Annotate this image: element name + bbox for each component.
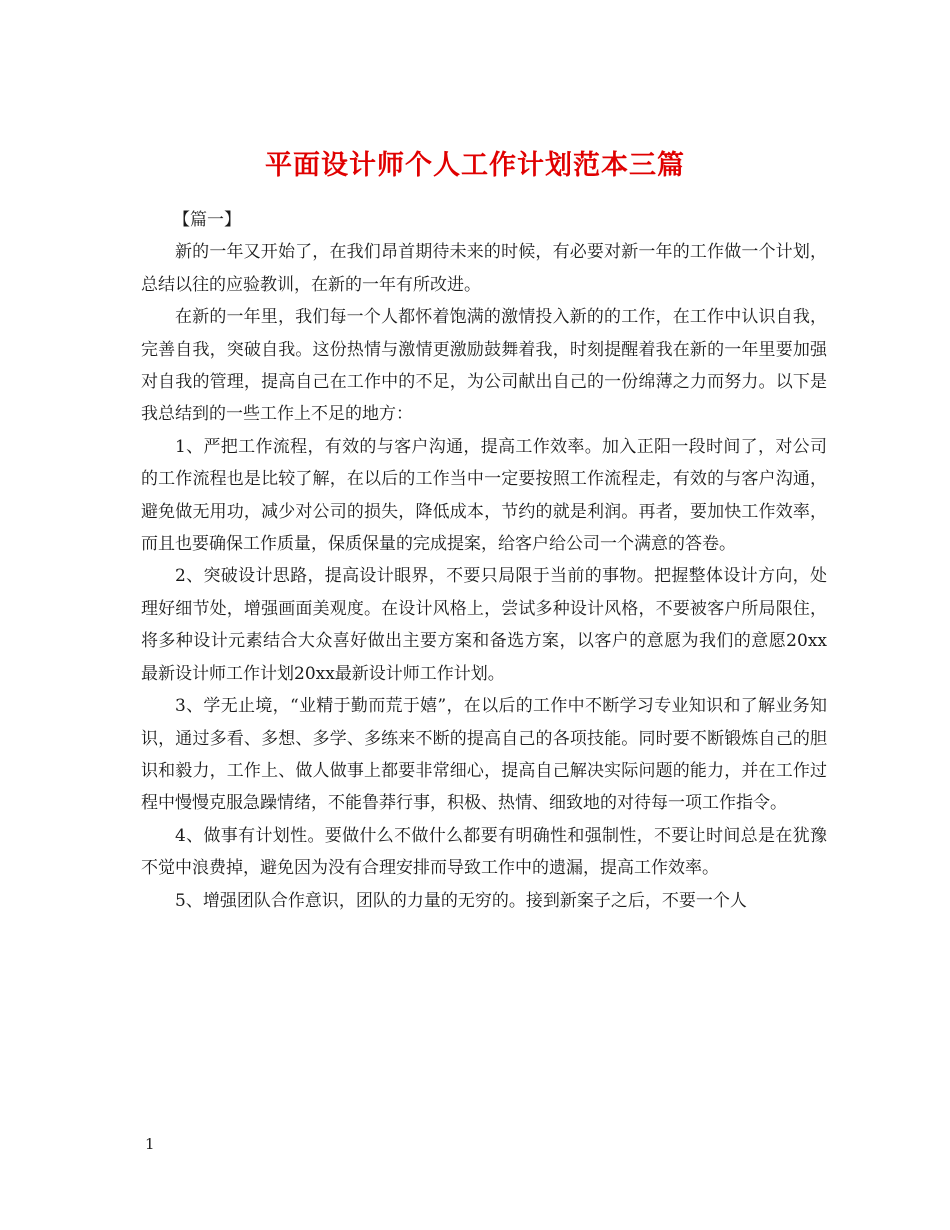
document-body (141, 204, 827, 917)
paragraph-self-management: 在新的一年里，我们每一个人都怀着饱满的激情投入新的的工作，在工作中认识自我，完善自我，突破自我。这份热情与激情更激励鼓舞着我，时刻提醒着我在新的一年里要加强对自我的管理，提高自己在工作中的不足，为公司献出自己的一份绵薄之力而努力。以下是我总结到的一些工作上不足的地方： (141, 307, 827, 425)
paragraph-item-4: 4、做事有计划性。要做什么不做什么都要有明确性和强制性，不要让时间总是在犹豫不觉中浪费掉，避免因为没有合理安排而导致工作中的遗漏，提高工作效率。 (141, 825, 827, 879)
page-number: 1 (145, 1135, 155, 1153)
paragraph-item-2: 2、突破设计思路，提高设计眼界，不要只局限于当前的事物。把握整体设计方向，处理好细节处，增强画面美观度。在设计风格上，尝试多种设计风格，不要被客户所局限住，将多种设计元素结合大众喜好做出主要方案和备选方案，以客户的意愿为我们的意愿20xx最新设计师工作计划20xx最新设计师工作计划。 (141, 566, 827, 684)
paragraph-item-3: 3、学无止境，“业精于勤而荒于嬉”，在以后的工作中不断学习专业知识和了解业务知识，通过多看、多想、多学、多练来不断的提高自己的各项技能。同时要不断锻炼自己的胆识和毅力，工作上、做人做事上都要非常细心，提高自己解决实际问题的能力，并在工作过程中慢慢克服急躁情绪，不能鲁莽行事，积极、热情、细致地的对待每一项工作指令。 (141, 696, 827, 814)
paragraph-intro: 新的一年又开始了，在我们昂首期待未来的时候，有必要对新一年的工作做一个计划，总结以往的应验教训，在新的一年有所改进。 (141, 242, 827, 295)
paragraph-item-1: 1、严把工作流程，有效的与客户沟通，提高工作效率。加入正阳一段时间了，对公司的工作流程也是比较了解，在以后的工作当中一定要按照工作流程走，有效的与客户沟通，避免做无用功，减少对公司的损失，降低成本，节约的就是利润。再者，要加快工作效率，而且也要确保工作质量，保质保量的完成提案，给客户给公司一个满意的答卷。 (141, 436, 827, 555)
document-title: 平面设计师个人工作计划范本三篇 (265, 150, 685, 182)
section-label: 【篇一】 (173, 210, 241, 230)
paragraph-item-5: 5、增强团队合作意识，团队的力量的无穷的。接到新案子之后，不要一个人 (175, 890, 747, 911)
